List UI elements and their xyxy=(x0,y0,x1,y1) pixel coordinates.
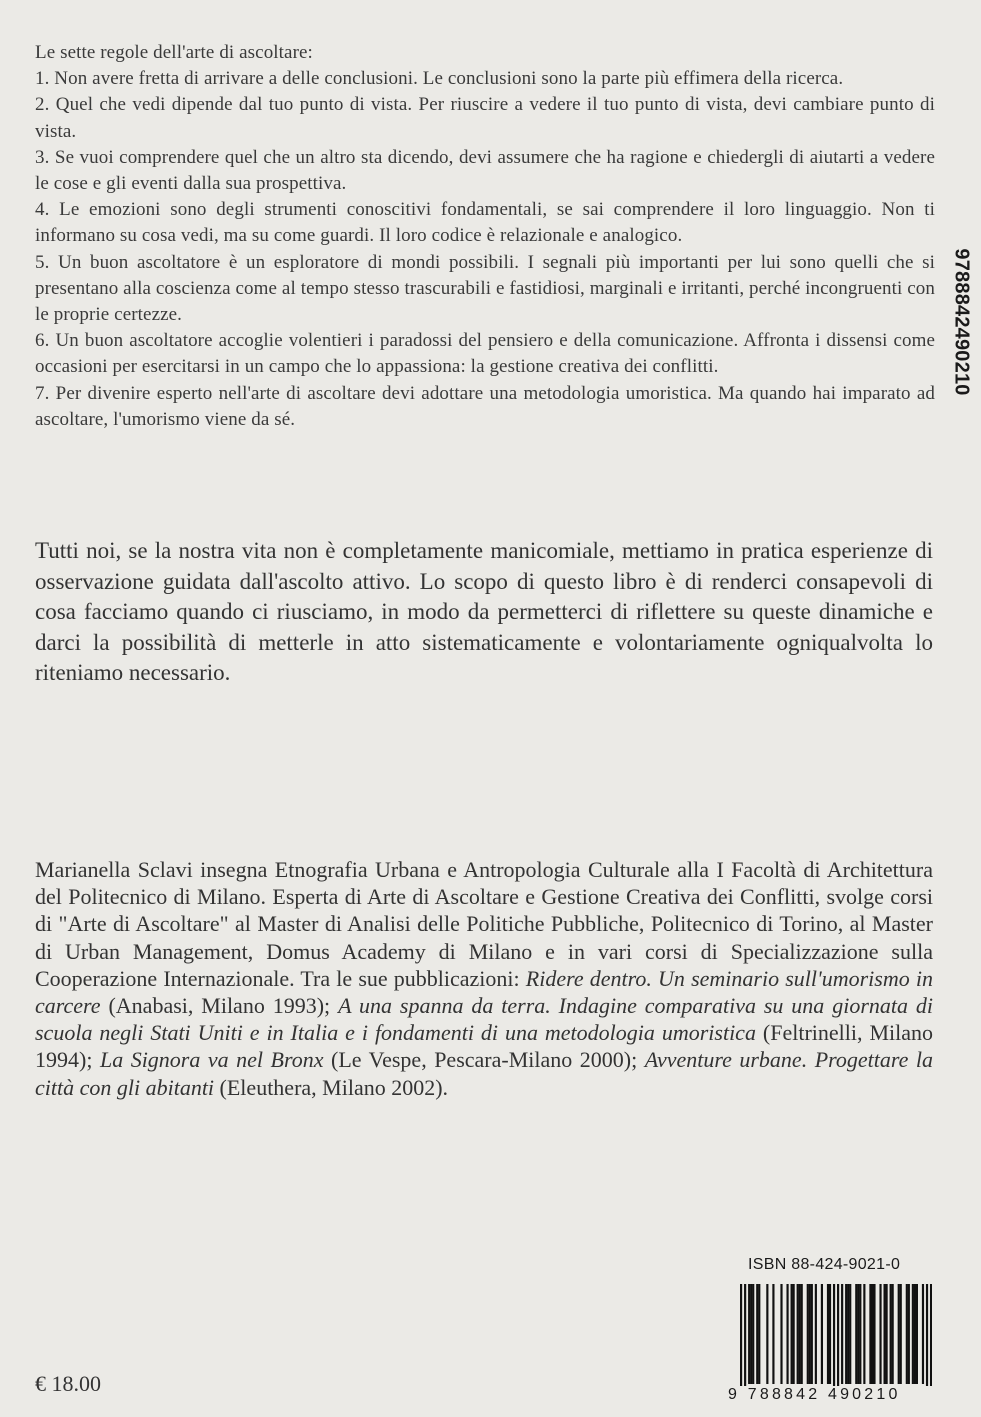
barcode-bar xyxy=(883,1284,885,1384)
barcode xyxy=(740,1284,932,1396)
author-bio xyxy=(35,856,933,1101)
rule-item: 7. Per divenire esperto nell'arte di ascoltare devi adottare una metodologia umoristica. Ma quando hai imparato ad ascoltare, l'umorismo viene da sé. xyxy=(35,382,935,430)
intro-text: Tutti noi, se la nostra vita non è completamente manicomiale, mettiamo in pratica esperienze di osservazione guidata dall'ascolto attivo. Lo scopo di questo libro è di renderci consapevoli di cosa facciamo quando ci riusciamo, in modo da permetterci di riflettere su queste dinamiche e darci la possibilità di metterle in atto sistematicamente e volontariamente ogniqualvolta lo riteniamo necessario. xyxy=(35,538,933,685)
barcode-bar xyxy=(890,1284,892,1384)
barcode-bar xyxy=(900,1284,902,1384)
barcode-bar xyxy=(871,1284,873,1384)
barcode-bar xyxy=(912,1284,914,1384)
barcode-bar xyxy=(845,1284,847,1384)
barcode-bar xyxy=(758,1284,760,1384)
rule-item: 1. Non avere fretta di arrivare a delle conclusioni. Le conclusioni sono la parte più effimera della ricerca. xyxy=(35,68,844,90)
barcode-bar xyxy=(811,1284,813,1384)
barcode-bar xyxy=(793,1284,795,1384)
book-title: Ridere dentro. Un seminario sull'umorismo in carcere xyxy=(35,965,933,1019)
rules-heading: Le sette regole dell'arte di ascoltare: xyxy=(35,42,313,63)
barcode-bar xyxy=(766,1284,768,1384)
barcode-bar xyxy=(922,1284,924,1384)
intro-paragraph xyxy=(35,536,933,689)
barcode-bar xyxy=(807,1284,809,1384)
barcode-bar xyxy=(847,1284,849,1384)
bio-text xyxy=(35,856,933,1101)
barcode-bar xyxy=(863,1284,865,1384)
barcode-bar xyxy=(815,1284,817,1384)
barcode-digits: 9 788842 490210 xyxy=(728,1386,938,1404)
barcode-bar xyxy=(859,1284,861,1384)
barcode-bar xyxy=(750,1284,752,1384)
barcode-bar xyxy=(740,1284,742,1396)
barcode-bar xyxy=(898,1284,900,1384)
bio-text-part: (Le Vespe, Pescara-Milano 2000); xyxy=(323,1047,645,1073)
barcode-bar xyxy=(752,1284,754,1384)
isbn-vertical-label xyxy=(943,232,979,412)
barcode-bar xyxy=(827,1284,829,1384)
book-title: Avventure urbane. Progettare la città con gli abitanti xyxy=(35,1047,934,1100)
barcode-bar xyxy=(772,1284,774,1384)
rule-item: 5. Un buon ascoltatore è un esploratore di mondi possibili. I segnali più importanti per lui sono quelli che si presentano alla coscienza come al tempo stesso trascurabili e fastidiosi, marginali e irritanti, perché incongruenti con le proprie certezze. xyxy=(35,251,935,326)
isbn-vertical-text: 9788842490210 xyxy=(950,248,973,396)
barcode-bar xyxy=(914,1284,916,1384)
barcode-bar xyxy=(809,1284,811,1384)
barcode-bar xyxy=(801,1284,803,1384)
barcode-bar xyxy=(930,1284,932,1396)
book-title: A una spanna da terra. Indagine comparativa su una giornata di scuola negli Stati Uniti e in Italia e i fondamenti di una metodologia umoristica xyxy=(35,993,934,1046)
barcode-bar xyxy=(886,1284,888,1384)
barcode-bars xyxy=(740,1284,932,1396)
barcode-bar xyxy=(799,1284,801,1384)
barcode-bar xyxy=(744,1284,746,1396)
barcode-bar xyxy=(837,1284,839,1396)
rule-item: 4. Le emozioni sono degli strumenti conoscitivi fondamentali, se sai comprendere il loro linguaggio. Non ti informano su cosa vedi, ma su come guardi. Il loro codice è relazionale e analogico. xyxy=(35,199,935,247)
barcode-bar xyxy=(855,1284,857,1384)
bio-text-part: Marianella Sclavi insegna Etnografia Urbana e Antropologia Culturale alla I Facoltà di Architettura del Politecnico di Milano. Esperta di Arte di Ascoltare e Gestione Creativa dei Conflitti, svolge corsi di "Arte di Ascoltare" al Master di Analisi delle Politiche Pubbliche, Politecnico di Torino, al Master di Urban Management, Domus Academy di Milano e in vari corsi di Specializzazione sulla Cooperazione Internazionale. Tra le sue pubblicazioni: xyxy=(35,857,933,991)
barcode-bar xyxy=(841,1284,843,1384)
rule-item: 6. Un buon ascoltatore accoglie volentieri i paradossi del pensiero e della comunicazione. Affronta i dissensi come occasioni per esercitarsi in un campo che lo appassiona: la gestione creativa dei conflitti. xyxy=(35,330,935,378)
bio-text-part: (Feltrinelli, Milano 1994); xyxy=(35,1020,933,1073)
isbn-label: ISBN 88-424-9021-0 xyxy=(748,1256,901,1273)
barcode-bar xyxy=(906,1284,908,1384)
barcode-bar xyxy=(791,1284,793,1384)
barcode-bar xyxy=(857,1284,859,1384)
barcode-bar xyxy=(869,1284,871,1384)
barcode-bar xyxy=(908,1284,910,1384)
barcode-bar xyxy=(821,1284,823,1384)
rules-section xyxy=(35,40,935,433)
barcode-bar xyxy=(849,1284,851,1384)
bio-text-part: (Anabasi, Milano 1993); xyxy=(100,993,339,1019)
barcode-bar xyxy=(748,1284,750,1384)
barcode-bar xyxy=(879,1284,881,1384)
barcode-bar xyxy=(833,1284,835,1396)
barcode-bar xyxy=(873,1284,875,1384)
barcode-bar xyxy=(926,1284,928,1396)
barcode-bar xyxy=(780,1284,782,1384)
price: € 18.00 xyxy=(35,1371,101,1396)
rule-item: 2. Quel che vedi dipende dal tuo punto di vista. Per riuscire a vedere il tuo punto di vista, devi cambiare punto di vista. xyxy=(35,94,935,142)
barcode-bar xyxy=(786,1284,788,1384)
book-title: La Signora va nel Bronx xyxy=(99,1047,324,1073)
barcode-bar xyxy=(797,1284,799,1384)
barcode-bar xyxy=(829,1284,831,1384)
barcode-bar xyxy=(892,1284,894,1384)
barcode-bar xyxy=(916,1284,918,1384)
rule-item: 3. Se vuoi comprendere quel che un altro sta dicendo, devi assumere che ha ragione e chiedergli di aiutarti a vedere le cose e gli eventi dalla sua prospettiva. xyxy=(35,146,935,195)
barcode-bar xyxy=(756,1284,758,1384)
bio-text-part: (Eleuthera, Milano 2002). xyxy=(214,1074,449,1100)
